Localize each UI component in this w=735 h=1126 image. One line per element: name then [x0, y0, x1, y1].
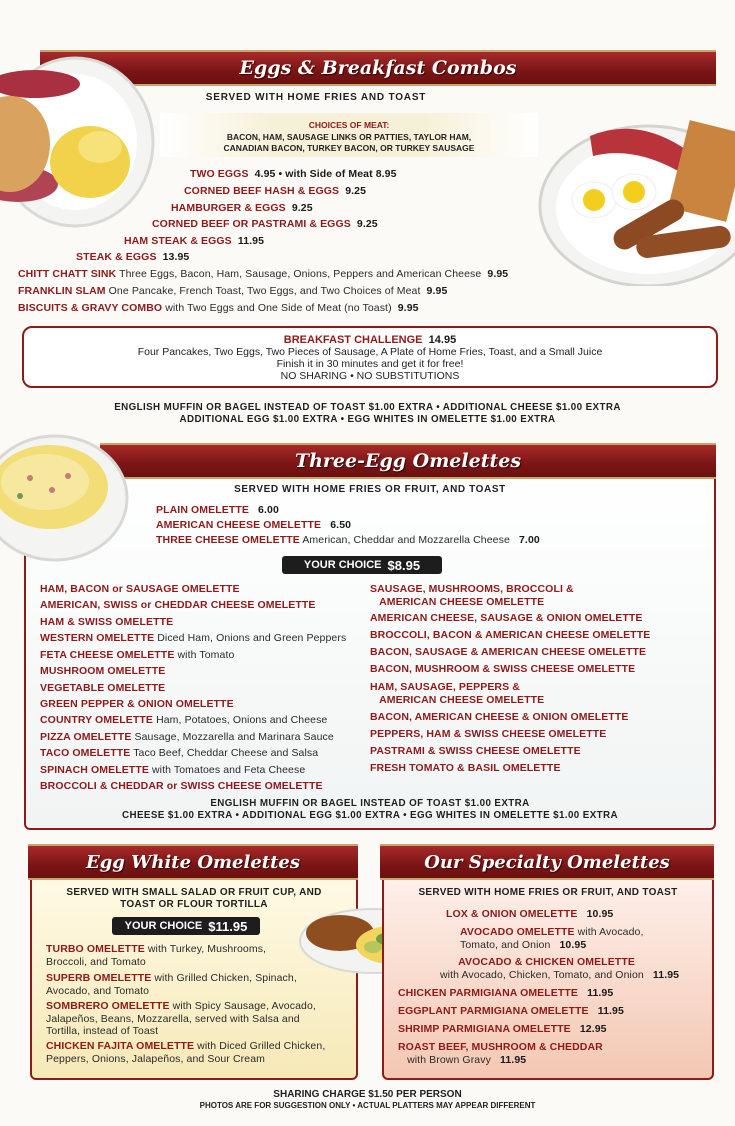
omelette-right-6: BACON, AMERICAN CHEESE & ONION OMELETTE [370, 711, 629, 723]
omelette-right-8: PASTRAMI & SWISS CHEESE OMELETTE [370, 745, 581, 757]
omelettes-subtitle: SERVED WITH HOME FRIES OR FRUIT, AND TOAST [234, 484, 506, 495]
egg-white-subtitle2: TOAST OR FLOUR TORTILLA [120, 899, 268, 910]
specialty-item-avocado: AVOCADO OMELETTE with Avocado, Tomato, and Onion 10.95 [460, 926, 644, 951]
menu-item-biscuits-gravy: BISCUITS & GRAVY COMBO with Two Eggs and One Side of Meat (no Toast) 9.95 [18, 302, 419, 314]
omelettes-section-title [100, 443, 716, 479]
eggs-extras-line1: ENGLISH MUFFIN OR BAGEL INSTEAD OF TOAST $1.00 EXTRA • ADDITIONAL CHEESE $1.00 EXTRA [114, 402, 621, 413]
menu-item-pastrami-eggs: CORNED BEEF OR PASTRAMI & EGGS 9.25 [152, 218, 378, 230]
omelette-left-0: HAM, BACON or SAUSAGE OMELETTE [40, 583, 240, 595]
egg-white-title-text: Egg White Omelettes [85, 851, 300, 873]
menu-item-chitt-chatt-sink: CHITT CHATT SINK Three Eggs, Bacon, Ham, Sausage, Onions, Peppers and American Cheese 9.95 [18, 268, 509, 280]
egg-white-your-choice-badge [112, 917, 260, 935]
specialty-item-chicken-parm: CHICKEN PARMIGIANA OMELETTE 11.95 [398, 987, 614, 999]
omelettes-extras-line2: CHEESE $1.00 EXTRA • ADDITIONAL EGG $1.00 EXTRA • EGG WHITES IN OMELETTE $1.00 EXTRA [122, 810, 618, 821]
ew-choice-price: $11.95 [208, 918, 248, 934]
specialty-title-text: Our Specialty Omelettes [424, 851, 670, 873]
specialty-item-eggplant-parm: EGGPLANT PARMIGIANA OMELETTE 11.95 [398, 1005, 624, 1017]
omelettes-extras-line1: ENGLISH MUFFIN OR BAGEL INSTEAD OF TOAST $1.00 EXTRA [210, 798, 530, 809]
challenge-restrictions: NO SHARING • NO SUBSTITUTIONS [280, 370, 460, 382]
choice-label: YOUR CHOICE [303, 559, 382, 571]
specialty-item-shrimp-parm: SHRIMP PARMIGIANA OMELETTE 12.95 [398, 1023, 607, 1035]
eggs-sausage-plate-photo [538, 96, 735, 286]
omelette-left-1: AMERICAN, SWISS or CHEDDAR CHEESE OMELETTE [40, 599, 316, 611]
meat-choices-box [160, 113, 538, 157]
menu-item-three-cheese-omelette: THREE CHEESE OMELETTE American, Cheddar and Mozzarella Cheese 7.00 [156, 534, 540, 546]
menu-item-hamburger-eggs: HAMBURGER & EGGS 9.25 [171, 202, 313, 214]
menu-item-franklin-slam: FRANKLIN SLAM One Pancake, French Toast, Two Eggs, and Two Choices of Meat 9.95 [18, 285, 448, 297]
egg-white-item-turbo: TURBO OMELETTE with Turkey, Mushrooms, Broccoli, and Tomato [46, 943, 267, 968]
omelette-right-1: AMERICAN CHEESE, SAUSAGE & ONION OMELETTE [370, 612, 643, 624]
menu-item-two-eggs: TWO EGGS 4.95 • with Side of Meat 8.95 [190, 168, 397, 180]
egg-white-item-chicken-fajita: CHICKEN FAJITA OMELETTE with Diced Grilled Chicken, Peppers, Onions, Jalapeños, and Sour Cream [46, 1040, 326, 1065]
omelette-right-7: PEPPERS, HAM & SWISS CHEESE OMELETTE [370, 728, 607, 740]
challenge-description: Four Pancakes, Two Eggs, Two Pieces of Sausage, A Plate of Home Fries, Toast, and a Small Juice [137, 346, 603, 358]
meat-choices-line1: BACON, HAM, SAUSAGE LINKS OR PATTIES, TAYLOR HAM, [226, 132, 472, 142]
omelettes-your-choice-badge [282, 556, 442, 574]
pancake-plate-photo [0, 52, 170, 234]
sharing-charge-note: SHARING CHARGE $1.50 PER PERSON [273, 1089, 462, 1100]
omelette-left-5: MUSHROOM OMELETTE [40, 665, 166, 677]
omelette-plate-photo [0, 432, 135, 564]
menu-item-plain-omelette: PLAIN OMELETTE 6.00 [156, 504, 279, 516]
specialty-item-avocado-chicken: AVOCADO & CHICKEN OMELETTE with Avocado, Chicken, Tomato, and Onion 11.95 [440, 956, 680, 981]
menu-item-corned-beef-hash: CORNED BEEF HASH & EGGS 9.25 [184, 185, 367, 197]
ew-choice-label: YOUR CHOICE [124, 920, 203, 932]
photo-disclaimer: PHOTOS ARE FOR SUGGESTION ONLY • ACTUAL PLATTERS MAY APPEAR DIFFERENT [199, 1101, 536, 1110]
omelettes-title-text: Three-Egg Omelettes [294, 450, 522, 472]
eggs-subtitle: SERVED WITH HOME FRIES AND TOAST [205, 92, 427, 103]
egg-white-item-superb: SUPERB OMELETTE with Grilled Chicken, Spinach, Avocado, and Tomato [46, 972, 297, 997]
egg-white-subtitle1: SERVED WITH SMALL SALAD OR FRUIT CUP, AND [66, 887, 322, 898]
omelette-left-2: HAM & SWISS OMELETTE [40, 616, 174, 628]
challenge-title-line [24, 334, 716, 346]
omelette-left-3: WESTERN OMELETTE Diced Ham, Onions and Green Peppers [40, 632, 347, 644]
eggs-extras-line2: ADDITIONAL EGG $1.00 EXTRA • EGG WHITES IN OMELETTE $1.00 EXTRA [179, 414, 556, 425]
omelette-left-10: TACO OMELETTE Taco Beef, Cheddar Cheese and Salsa [40, 747, 319, 759]
meat-choices-line2: CANADIAN BACON, TURKEY BACON, OR TURKEY SAUSAGE [223, 143, 475, 153]
menu-item-ham-steak-eggs: HAM STEAK & EGGS 11.95 [124, 235, 265, 247]
omelette-left-11: SPINACH OMELETTE with Tomatoes and Feta Cheese [40, 764, 306, 776]
omelette-left-7: GREEN PEPPER & ONION OMELETTE [40, 698, 234, 710]
eggs-title-text: Eggs & Breakfast Combos [239, 57, 517, 79]
omelette-left-4: FETA CHEESE OMELETTE with Tomato [40, 649, 235, 661]
egg-white-section-title [28, 844, 358, 880]
omelette-right-0: SAUSAGE, MUSHROOMS, BROCCOLI & AMERICAN CHEESE OMELETTE [370, 583, 574, 608]
specialty-item-lox-onion: LOX & ONION OMELETTE 10.95 [446, 908, 614, 920]
specialty-item-roast-beef: ROAST BEEF, MUSHROOM & CHEDDAR with Brown Gravy 11.95 [398, 1041, 603, 1066]
omelette-left-8: COUNTRY OMELETTE Ham, Potatoes, Onions and Cheese [40, 714, 328, 726]
challenge-name: BREAKFAST CHALLENGE [283, 334, 423, 346]
menu-item-american-cheese-omelette: AMERICAN CHEESE OMELETTE 6.50 [156, 519, 352, 531]
omelette-left-9: PIZZA OMELETTE Sausage, Mozzarella and Marinara Sauce [40, 731, 334, 743]
omelette-right-5: HAM, SAUSAGE, PEPPERS & AMERICAN CHEESE OMELETTE [370, 681, 545, 706]
choice-price: $8.95 [387, 557, 421, 573]
meat-choices-heading: CHOICES OF MEAT: [308, 120, 390, 130]
challenge-price: 14.95 [428, 334, 457, 346]
omelette-left-12: BROCCOLI & CHEDDAR or SWISS CHEESE OMELETTE [40, 780, 323, 792]
omelette-right-4: BACON, MUSHROOM & SWISS CHEESE OMELETTE [370, 663, 636, 675]
breakfast-challenge-box [22, 326, 718, 388]
omelette-left-6: VEGETABLE OMELETTE [40, 682, 166, 694]
egg-white-item-sombrero: SOMBRERO OMELETTE with Spicy Sausage, Avocado, Jalapeños, Beans, Mozzarella, served with Salsa and Tortilla, instead of Toast [46, 1000, 316, 1037]
specialty-section-title [380, 844, 714, 880]
menu-item-steak-eggs: STEAK & EGGS 13.95 [76, 251, 190, 263]
omelette-right-3: BACON, SAUSAGE & AMERICAN CHEESE OMELETTE [370, 646, 647, 658]
omelette-right-2: BROCCOLI, BACON & AMERICAN CHEESE OMELETTE [370, 629, 651, 641]
challenge-rule: Finish it in 30 minutes and get it for free! [276, 358, 464, 370]
omelette-right-9: FRESH TOMATO & BASIL OMELETTE [370, 762, 561, 774]
specialty-subtitle: SERVED WITH HOME FRIES OR FRUIT, AND TOAST [418, 887, 678, 898]
